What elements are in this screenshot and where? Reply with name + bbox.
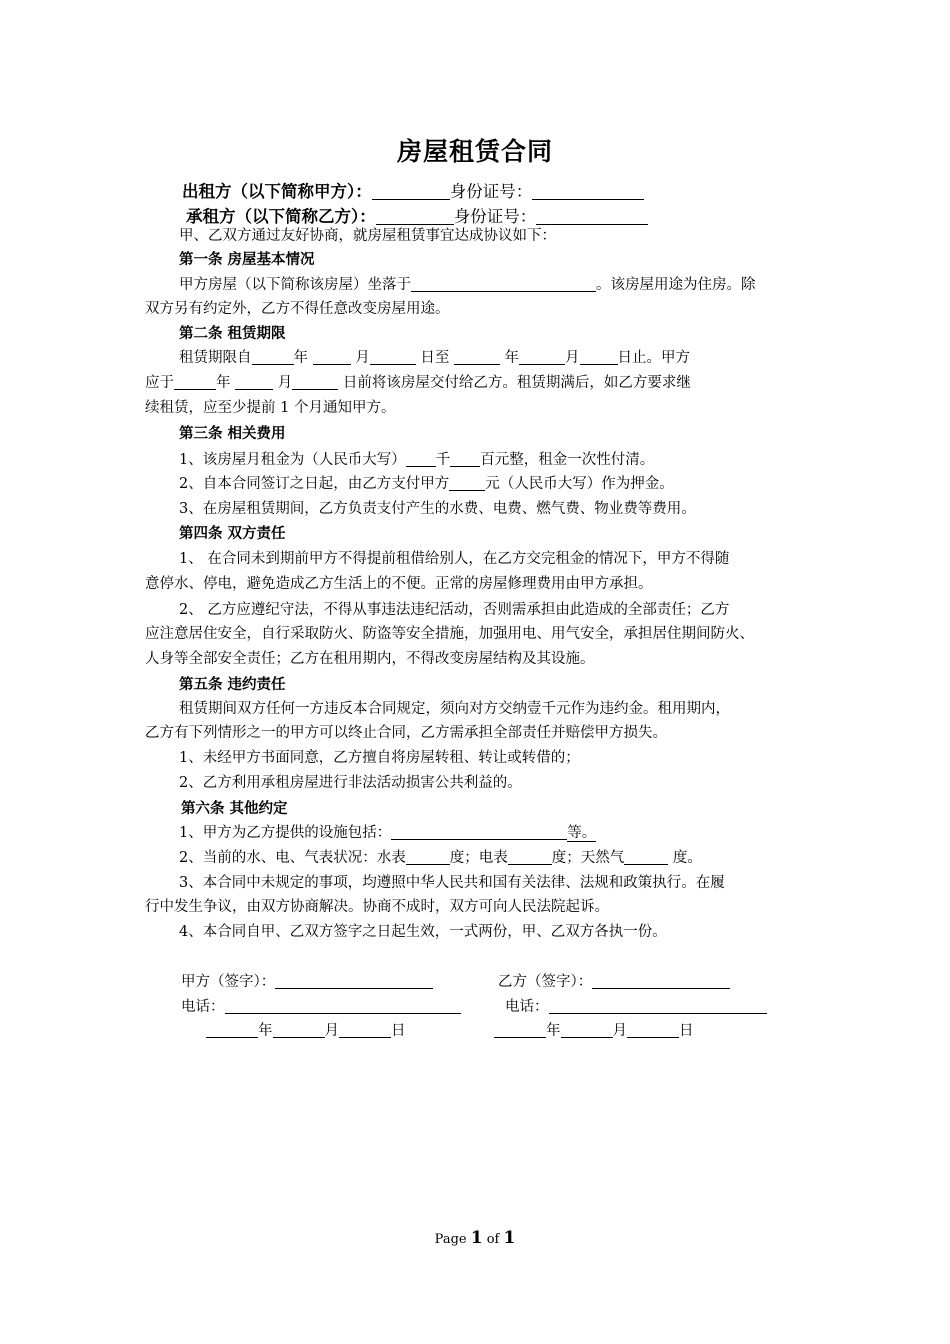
party-b-id-blank [536,209,648,225]
article-4-item-1-line-2: 意停水、停电，避免造成乙方生活上的不便。正常的房屋修理费用由甲方承担。 [145,576,653,592]
intro-text: 甲、乙双方通过友好协商，就房屋租赁事宜达成协议如下： [179,228,556,244]
party-b-phone-blank [549,998,767,1014]
party-b-phone-label: 电话： [505,999,549,1015]
article-1-text-b: 。该房屋用途为住房。除 [596,277,756,293]
term-from-label: 租赁期限自 [179,350,252,366]
thousand-label: 千 [435,452,451,468]
electric-meter-label: 度；电表 [449,850,508,866]
rent-thousands-blank [406,451,436,467]
meter-end: 度。 [672,850,702,866]
gas-meter-blank [624,849,668,865]
article-2-heading: 第二条 租赁期限 [179,326,286,342]
meter-label: 2、当前的水、电、气表状况：水表 [179,850,406,866]
party-b-sign-label: 乙方（签字）： [498,974,593,990]
electric-meter-blank [508,849,552,865]
party-a-line [182,178,644,202]
end-year-blank [454,349,500,365]
water-meter-blank [406,849,450,865]
party-b-date [494,1021,694,1041]
end-month-blank [519,349,565,365]
day-label: 日 [679,1023,694,1039]
article-6-item-4: 4、本合同自甲、乙双方签字之日起生效，一式两份，甲、乙双方各执一份。 [179,924,667,940]
party-b-year-blank [494,1022,546,1038]
party-a-month-blank [273,1022,325,1038]
deliver-text: 日前将该房屋交付给乙方。租赁期满后，如乙方要求继 [342,375,691,391]
article-3-item-3: 3、在房屋租赁期间，乙方负责支付产生的水费、电费、燃气费、物业费等费用。 [179,501,696,517]
article-1-line-2: 双方另有约定外，乙方不得任意改变房屋用途。 [145,301,450,317]
document-title: 房屋租赁合同 [396,137,553,166]
month-label: 月 [612,1023,627,1039]
article-4-item-2-line-2: 应注意居住安全，自行采取防火、防盗等安全措施，加强用电、用气安全，承担居住期间防火、 [145,626,754,642]
day-to-label: 日至 [420,350,450,366]
party-a-phone-label: 电话： [181,999,225,1015]
party-a-name-blank [372,184,450,200]
rent-label: 1、该房屋月租金为（人民币大写） [179,452,406,468]
page-footer [0,1228,950,1248]
year-label: 年 [293,350,308,366]
facilities-end: 等。 [567,825,597,841]
year-label: 年 [546,1023,561,1039]
article-5-para-2: 乙方有下列情形之一的甲方可以终止合同，乙方需承担全部责任并赔偿甲方损失。 [145,725,667,741]
party-a-id-blank [532,184,644,200]
month-label: 月 [277,375,293,391]
facilities-blank [391,824,567,840]
party-b-sign-blank [592,973,730,989]
facilities-label: 1、甲方为乙方提供的设施包括： [179,825,392,841]
term-end-label: 日止。甲方 [617,350,691,366]
of-word: of [486,1232,500,1247]
party-b-id-label: 身份证号： [453,207,537,226]
article-5-heading: 第五条 违约责任 [179,677,286,693]
party-a-year-blank [206,1022,258,1038]
article-4-item-2-line-3: 人身等全部安全责任；乙方在租用期内，不得改变房屋结构及其设施。 [145,651,595,667]
start-month-blank [313,349,351,365]
rent-text: 百元整，租金一次性付清。 [480,452,655,468]
article-1-text-a: 甲方房屋（以下简称该房屋）坐落于 [179,277,411,293]
article-5-item-2: 2、乙方利用承租房屋进行非法活动损害公共利益的。 [179,775,522,791]
article-2-line-1 [179,348,690,368]
year-label: 年 [258,1023,273,1039]
page-total: 1 [503,1228,516,1248]
article-1-heading: 第一条 房屋基本情况 [179,252,315,268]
article-3-item-2 [179,474,674,494]
article-6-item-3-line-2: 行中发生争议，由双方协商解决。协商不成时，双方可向人民法院起诉。 [145,899,609,915]
party-b-month-blank [561,1022,613,1038]
article-3-item-1 [179,450,654,470]
article-4-item-2-line-1: 2、 乙方应遵纪守法，不得从事违法违纪活动，否则需承担由此造成的全部责任；乙方 [179,602,730,618]
address-blank [411,276,596,292]
page-word: Page [434,1232,467,1247]
article-6-item-2 [179,848,702,868]
article-6-item-3-line-1: 3、本合同中未规定的事项，均遵照中华人民共和国有关法律、法规和政策执行。在履 [179,875,725,891]
article-3-heading: 第三条 相关费用 [179,426,286,442]
party-a-label: 出租方（以下简称甲方）： [182,182,372,201]
deliver-year-blank [174,374,216,390]
article-6-heading: 第六条 其他约定 [181,801,288,817]
article-4-item-1-line-1: 1、 在合同未到期前甲方不得提前租借给别人，在乙方交完租金的情况下，甲方不得随 [179,551,730,567]
month-label: 月 [324,1023,339,1039]
article-2-line-3: 续租赁，应至少提前 1 个月通知甲方。 [145,400,396,416]
article-6-item-1 [179,823,596,843]
year-label: 年 [504,350,520,366]
start-day-blank [370,349,416,365]
deliver-month-blank [235,374,273,390]
rent-hundreds-blank [450,451,480,467]
article-5-para-1: 租赁期间双方任何一方违反本合同规定，须向对方交纳壹千元作为违约金。租用期内， [179,701,730,717]
month-label: 月 [565,350,580,366]
article-1-line-1 [179,275,756,295]
party-a-day-blank [339,1022,391,1038]
party-b-name-blank [376,209,454,225]
party-a-sign-label: 甲方（签字）： [181,974,276,990]
year-label: 年 [216,375,231,391]
month-label: 月 [355,350,370,366]
party-a-phone-blank [225,998,461,1014]
party-a-date [206,1021,406,1041]
deposit-label: 2、自本合同签订之日起，由乙方支付甲方 [179,476,450,492]
party-b-line [186,203,648,227]
party-b-signature [498,972,730,992]
deliver-label: 应于 [145,375,174,391]
article-4-heading: 第四条 双方责任 [179,526,286,542]
party-a-signature [181,972,433,992]
party-b-phone [505,997,767,1017]
party-a-id-label: 身份证号： [449,182,533,201]
party-b-label: 承租方（以下简称乙方）： [186,207,376,226]
article-5-item-1: 1、未经甲方书面同意，乙方擅自将房屋转租、转让或转借的； [179,750,580,766]
deliver-day-blank [292,374,338,390]
party-b-day-blank [627,1022,679,1038]
day-label: 日 [391,1023,406,1039]
deposit-blank [449,475,485,491]
page-number: 1 [470,1228,483,1248]
article-2-line-2 [145,373,691,393]
gas-meter-label: 度；天然气 [551,850,625,866]
party-a-phone [181,997,461,1017]
start-year-blank [252,349,294,365]
end-day-blank [580,349,618,365]
party-a-sign-blank [275,973,433,989]
deposit-text: 元（人民币大写）作为押金。 [485,476,674,492]
